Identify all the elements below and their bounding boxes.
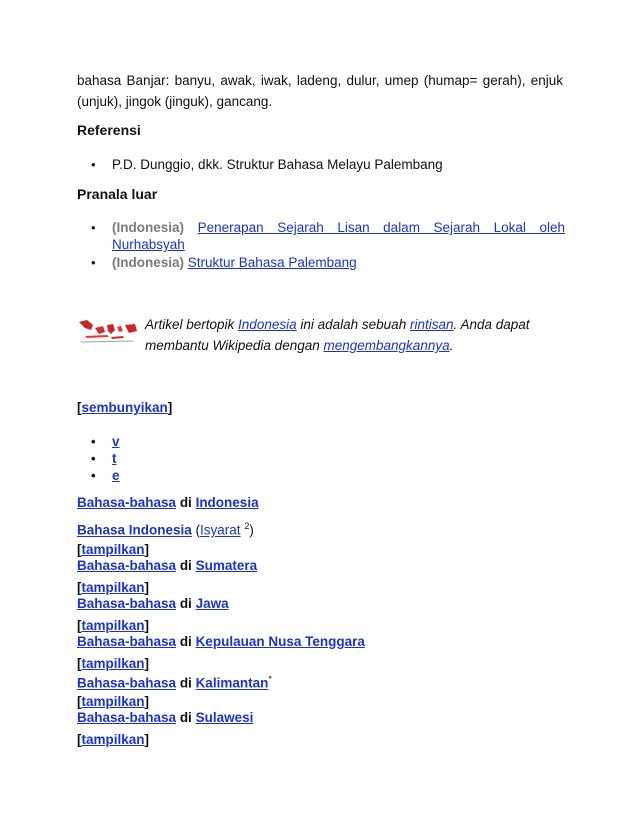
group-row-kalimantan: Bahasa-bahasa di Kalimantan*: [77, 674, 272, 691]
intro-paragraph: bahasa Banjar: banyu, awak, iwak, ladeng, dulur, umep (humap= gerah), enjuk (unjuk), jingok (jinguk), gancang.: [77, 73, 563, 109]
referensi-heading: Referensi: [77, 122, 141, 138]
sembunyikan-link[interactable]: sembunyikan: [81, 400, 168, 415]
tampilkan-link[interactable]: tampilkan: [81, 618, 145, 633]
tampilkan-toggle: [tampilkan]: [77, 542, 150, 557]
group-row-jawa: Bahasa-bahasa di Jawa: [77, 596, 229, 611]
group-row-nusa-tenggara: Bahasa-bahasa di Kepulauan Nusa Tenggara: [77, 634, 365, 649]
bahasa-indonesia-row: Bahasa Indonesia (Isyarat $^2$): [77, 521, 254, 538]
tampilkan-toggle: [tampilkan]: [77, 694, 150, 709]
stub-notice: Artikel bertopik Indonesia ini adalah sebuah rintisan. Anda dapat membantu Wikipedia dengan mengembangkannya.: [145, 317, 530, 353]
indonesia-map-icon: [77, 316, 139, 346]
bullet-icon: •: [91, 451, 96, 466]
link-indonesia[interactable]: Indonesia: [238, 317, 297, 332]
bullet-icon: •: [91, 255, 96, 270]
navbox-title: Bahasa-bahasa di Indonesia: [77, 495, 259, 510]
link-rintisan[interactable]: rintisan: [409, 317, 454, 332]
link-penerapan-sejarah[interactable]: Penerapan Sejarah Lisan dalam Sejarah Lokal oleh Nurhabsyah: [112, 220, 565, 252]
link-bahasa-bahasa[interactable]: Bahasa-bahasa: [77, 558, 177, 573]
group-row-sulawesi: Bahasa-bahasa di Sulawesi: [77, 710, 254, 725]
link-region[interactable]: Sulawesi: [195, 710, 254, 725]
tampilkan-link[interactable]: tampilkan: [81, 656, 145, 671]
group-row-sumatera: Bahasa-bahasa di Sumatera: [77, 558, 258, 573]
link-bahasa-bahasa[interactable]: Bahasa-bahasa: [77, 634, 177, 649]
tampilkan-toggle: [tampilkan]: [77, 618, 150, 633]
list-item: • P.D. Dunggio, dkk. Struktur Bahasa Melayu Palembang: [91, 157, 443, 172]
bullet-icon: •: [91, 157, 96, 172]
link-bahasa-bahasa[interactable]: Bahasa-bahasa: [77, 710, 177, 725]
tampilkan-toggle: [tampilkan]: [77, 732, 150, 747]
bullet-icon: •: [91, 468, 96, 483]
tampilkan-toggle: [tampilkan]: [77, 580, 150, 595]
link-bahasa-indonesia[interactable]: Bahasa Indonesia: [77, 522, 192, 538]
list-item: [77, 254, 565, 271]
list-item: [77, 433, 120, 450]
link-isyarat[interactable]: Isyarat: [200, 522, 241, 538]
tampilkan-link[interactable]: tampilkan: [81, 732, 145, 747]
navbox-hide-toggle: [sembunyikan]: [77, 400, 173, 415]
link-talk[interactable]: t: [112, 451, 117, 466]
list-item: [77, 219, 565, 253]
bullet-icon: •: [91, 434, 96, 449]
link-bahasa-bahasa[interactable]: Bahasa-bahasa: [77, 675, 177, 691]
link-struktur-bahasa[interactable]: Struktur Bahasa Palembang: [187, 255, 357, 270]
link-edit[interactable]: e: [112, 468, 120, 483]
link-bahasa-bahasa[interactable]: Bahasa-bahasa: [77, 495, 177, 510]
link-indonesia-title[interactable]: Indonesia: [195, 495, 259, 510]
link-region[interactable]: Kalimantan: [195, 675, 269, 691]
pranala-luar-heading: Pranala luar: [77, 186, 158, 202]
tampilkan-link[interactable]: tampilkan: [81, 694, 145, 709]
tampilkan-toggle: [tampilkan]: [77, 656, 150, 671]
list-item: [77, 467, 120, 484]
pranala-list: [77, 219, 565, 271]
referensi-list: [77, 156, 443, 173]
bullet-icon: •: [91, 220, 96, 235]
language-label: (Indonesia): [112, 255, 185, 270]
link-view[interactable]: v: [112, 434, 120, 449]
link-region[interactable]: Jawa: [195, 596, 229, 611]
vte-list: [77, 433, 120, 484]
link-bahasa-bahasa[interactable]: Bahasa-bahasa: [77, 596, 177, 611]
link-region[interactable]: Kepulauan Nusa Tenggara: [195, 634, 365, 649]
tampilkan-link[interactable]: tampilkan: [81, 542, 145, 557]
footnote-marker: *: [268, 674, 272, 684]
link-mengembangkannya[interactable]: mengembangkannya: [323, 338, 450, 353]
language-label: (Indonesia): [112, 220, 185, 235]
link-region[interactable]: Sumatera: [195, 558, 258, 573]
list-item: [77, 450, 120, 467]
tampilkan-link[interactable]: tampilkan: [81, 580, 145, 595]
